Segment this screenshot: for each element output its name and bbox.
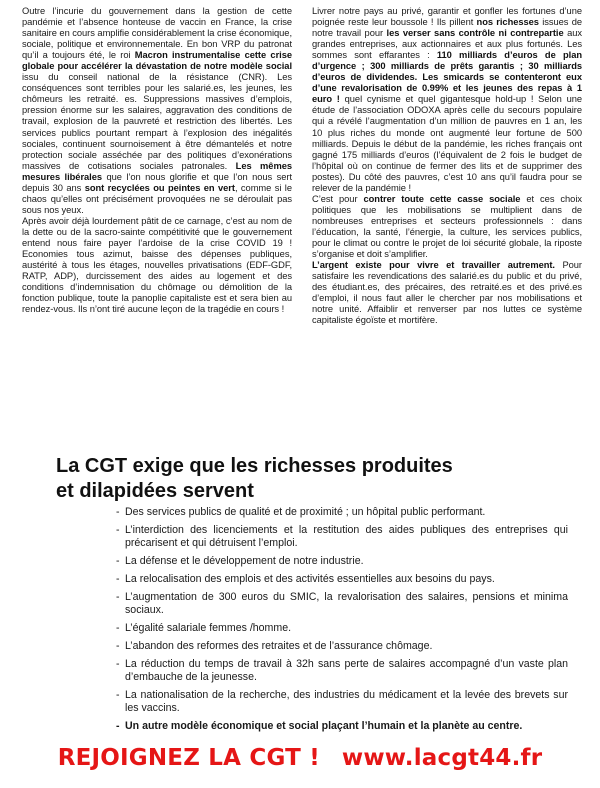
text-run: aux grandes entreprises, aux actionnaires et aux plus fortunés. Les sommes sont effarantes : bbox=[312, 28, 583, 61]
demand-item: - L’augmentation de 300 euros du SMIC, la revalorisation des salaires, pensions et minima sociaux. bbox=[116, 591, 568, 617]
paragraph bbox=[312, 194, 582, 260]
text-run: quel cynisme et quel gigantesque hold-up ! Selon une étude de l’association ODOXA après celle du secours populaire qui a révélé l’augmentation d’un million de pauvres en 1 an, les 10 plus riches du monde ont augmenté leur fortune de 500 milliards. Depuis le début de la pandémie, les riches français ont gagné 175 milliards d’euros (l’équivalent de 2 fois le budget de l’hôpital où on continue de fermer des lits et de supprimer des postes). Du côté des pauvres, c’est 10 ans qu’il faudra pour se relever de la pandémie ! bbox=[312, 94, 583, 193]
bold-text: 110 milliards d’euros de plan d’urgence ; 300 milliards de prêts garantis ; 30 milliards d’euros de dividendes. Les smicards se contenteront eux d’une revalorisation de 0.99% et les jeunes des repas à 1 euro ! bbox=[312, 50, 582, 105]
bold-text: sont recyclées ou peintes en vert bbox=[84, 182, 235, 193]
demands-heading-line-2: et dilapidées servent bbox=[56, 480, 254, 502]
text-run: Pour satisfaire les revendications des salarié.es du public et du privé, des étudiant.es, des précaires, des retraité.es et des privé.es d’emploi, il nous faut aller le chercher par nos mobilisations et notre unité. Affaiblir et renverser par nos luttes ce système capitaliste égoïste et mortifère. bbox=[312, 260, 582, 326]
demand-item: - La relocalisation des emplois et des activités essentielles aux besoins du pays. bbox=[116, 573, 568, 586]
bold-text: les verser sans contrôle ni contrepartie bbox=[386, 28, 564, 39]
text-run: que l’on nous glorifie et que l’on nous sert depuis 30 ans bbox=[22, 171, 292, 193]
text-run: et ces choix politiques que les mobilisations se multiplient dans de nombreuses entreprises et secteurs professionnels : dans l’éducation, la santé, l’énergie, la culture, les services publics, pour le climat ou contre le projet de loi sécurité globale, la riposte s’organise et doit s’amplifier. bbox=[312, 193, 582, 260]
text-run: issu du conseil national de la résistance (CNR). Les conséquences sont terribles pour les salarié.es, les jeunes, les chômeurs les retraité. es. Suppressions massives d’emplois, pression énorme sur les salaires, aggravation des conditions de travail, explosion de la pauvreté et restriction des libertés. Les services publics pourtant rempart à l’explosion des inégalités sociales, continuent sournoisement à être démantelés et notre protection sociale asséchée par des politiques d’exonérations massives de cotisations sociales patronales. bbox=[22, 72, 292, 171]
bold-text: nos richesses bbox=[476, 17, 539, 28]
text-run: Outre l’incurie du gouvernement dans la gestion de cette pandémie et l’absence honteuse de vaccin en France, la crise sanitaire en cours amplifie considérablement la crise économique, sociale, politique et environnementale. En bon VRP du patronat qu’il a toujours été, le roi bbox=[22, 6, 292, 61]
demand-item: - L’égalité salariale femmes /homme. bbox=[116, 622, 568, 635]
paragraph bbox=[22, 216, 292, 315]
text-run: , comme si le chaos qu’elles ont précisément provoquées ne se déroulait pas sous nos yeux. bbox=[22, 182, 292, 215]
article-columns bbox=[22, 6, 582, 446]
demands-list bbox=[116, 506, 568, 738]
text-run: Après avoir déjà lourdement pâtit de ce carnage, c’est au nom de la dette ou de la sacro-sainte compétitivité que le gouvernement entend nous faire payer l’ardoise de la crise COVID 19 ! Economies tous azimut, baisse des dépenses publiques, austérité à tous les étages, nouvelles privatisations (EDF-GDF, RATP, ADP), durcissement des aides au logement et des conditions d’indemnisation du chômage ou démolition de la fonction publique, toute la panoplie capitaliste est et sera bien au rendez-vous. Ils n’ont tiré aucune leçon de la tragédie en cours ! bbox=[22, 215, 292, 315]
demand-item: - La nationalisation de la recherche, des industries du médicament et la levée des brevets sur les vaccins. bbox=[116, 689, 568, 715]
demand-item: - L’abandon des reformes des retraites et de l’assurance chômage. bbox=[116, 640, 568, 653]
website-link[interactable]: www.lacgt44.fr bbox=[341, 745, 543, 771]
demands-heading-line-1: La CGT exige que les richesses produites bbox=[56, 455, 453, 477]
demand-item: - L’interdiction des licenciements et la restitution des aides publiques des entreprises qui précarisent et qui détruisent l’emploi. bbox=[116, 524, 568, 550]
text-run: Livrer notre pays au privé, garantir et gonfler les fortunes d’une poignée reste leur boussole ! Ils pillent bbox=[312, 6, 582, 28]
demand-item: - La défense et le développement de notre industrie. bbox=[116, 555, 568, 568]
paragraph bbox=[22, 6, 292, 216]
join-slogan: REJOIGNEZ LA CGT ! bbox=[57, 745, 320, 771]
bold-text: Macron instrumentalise cette crise globale pour accélérer la dévastation de notre modèle social bbox=[22, 50, 292, 72]
paragraph bbox=[312, 6, 582, 194]
demands-heading bbox=[56, 454, 576, 504]
demand-item: - Un autre modèle économique et social plaçant l’humain et la planète au centre. bbox=[116, 720, 568, 733]
paragraph bbox=[312, 260, 582, 326]
bold-text: Les mêmes mesures libérales bbox=[22, 160, 292, 182]
bold-text: contrer toute cette casse sociale bbox=[363, 193, 521, 204]
text-run: C’est pour bbox=[312, 193, 364, 204]
left-column bbox=[22, 6, 292, 446]
demand-item: - Des services publics de qualité et de proximité ; un hôpital public performant. bbox=[116, 506, 568, 519]
right-column bbox=[312, 6, 582, 446]
demand-item: - La réduction du temps de travail à 32h sans perte de salaires accompagné d’un vaste plan d’embauche de la jeunesse. bbox=[116, 658, 568, 684]
bold-text: L’argent existe pour vivre et travailler autrement. bbox=[312, 260, 555, 271]
text-run: issues de notre travail pour bbox=[312, 17, 582, 39]
footer-banner bbox=[0, 744, 600, 772]
